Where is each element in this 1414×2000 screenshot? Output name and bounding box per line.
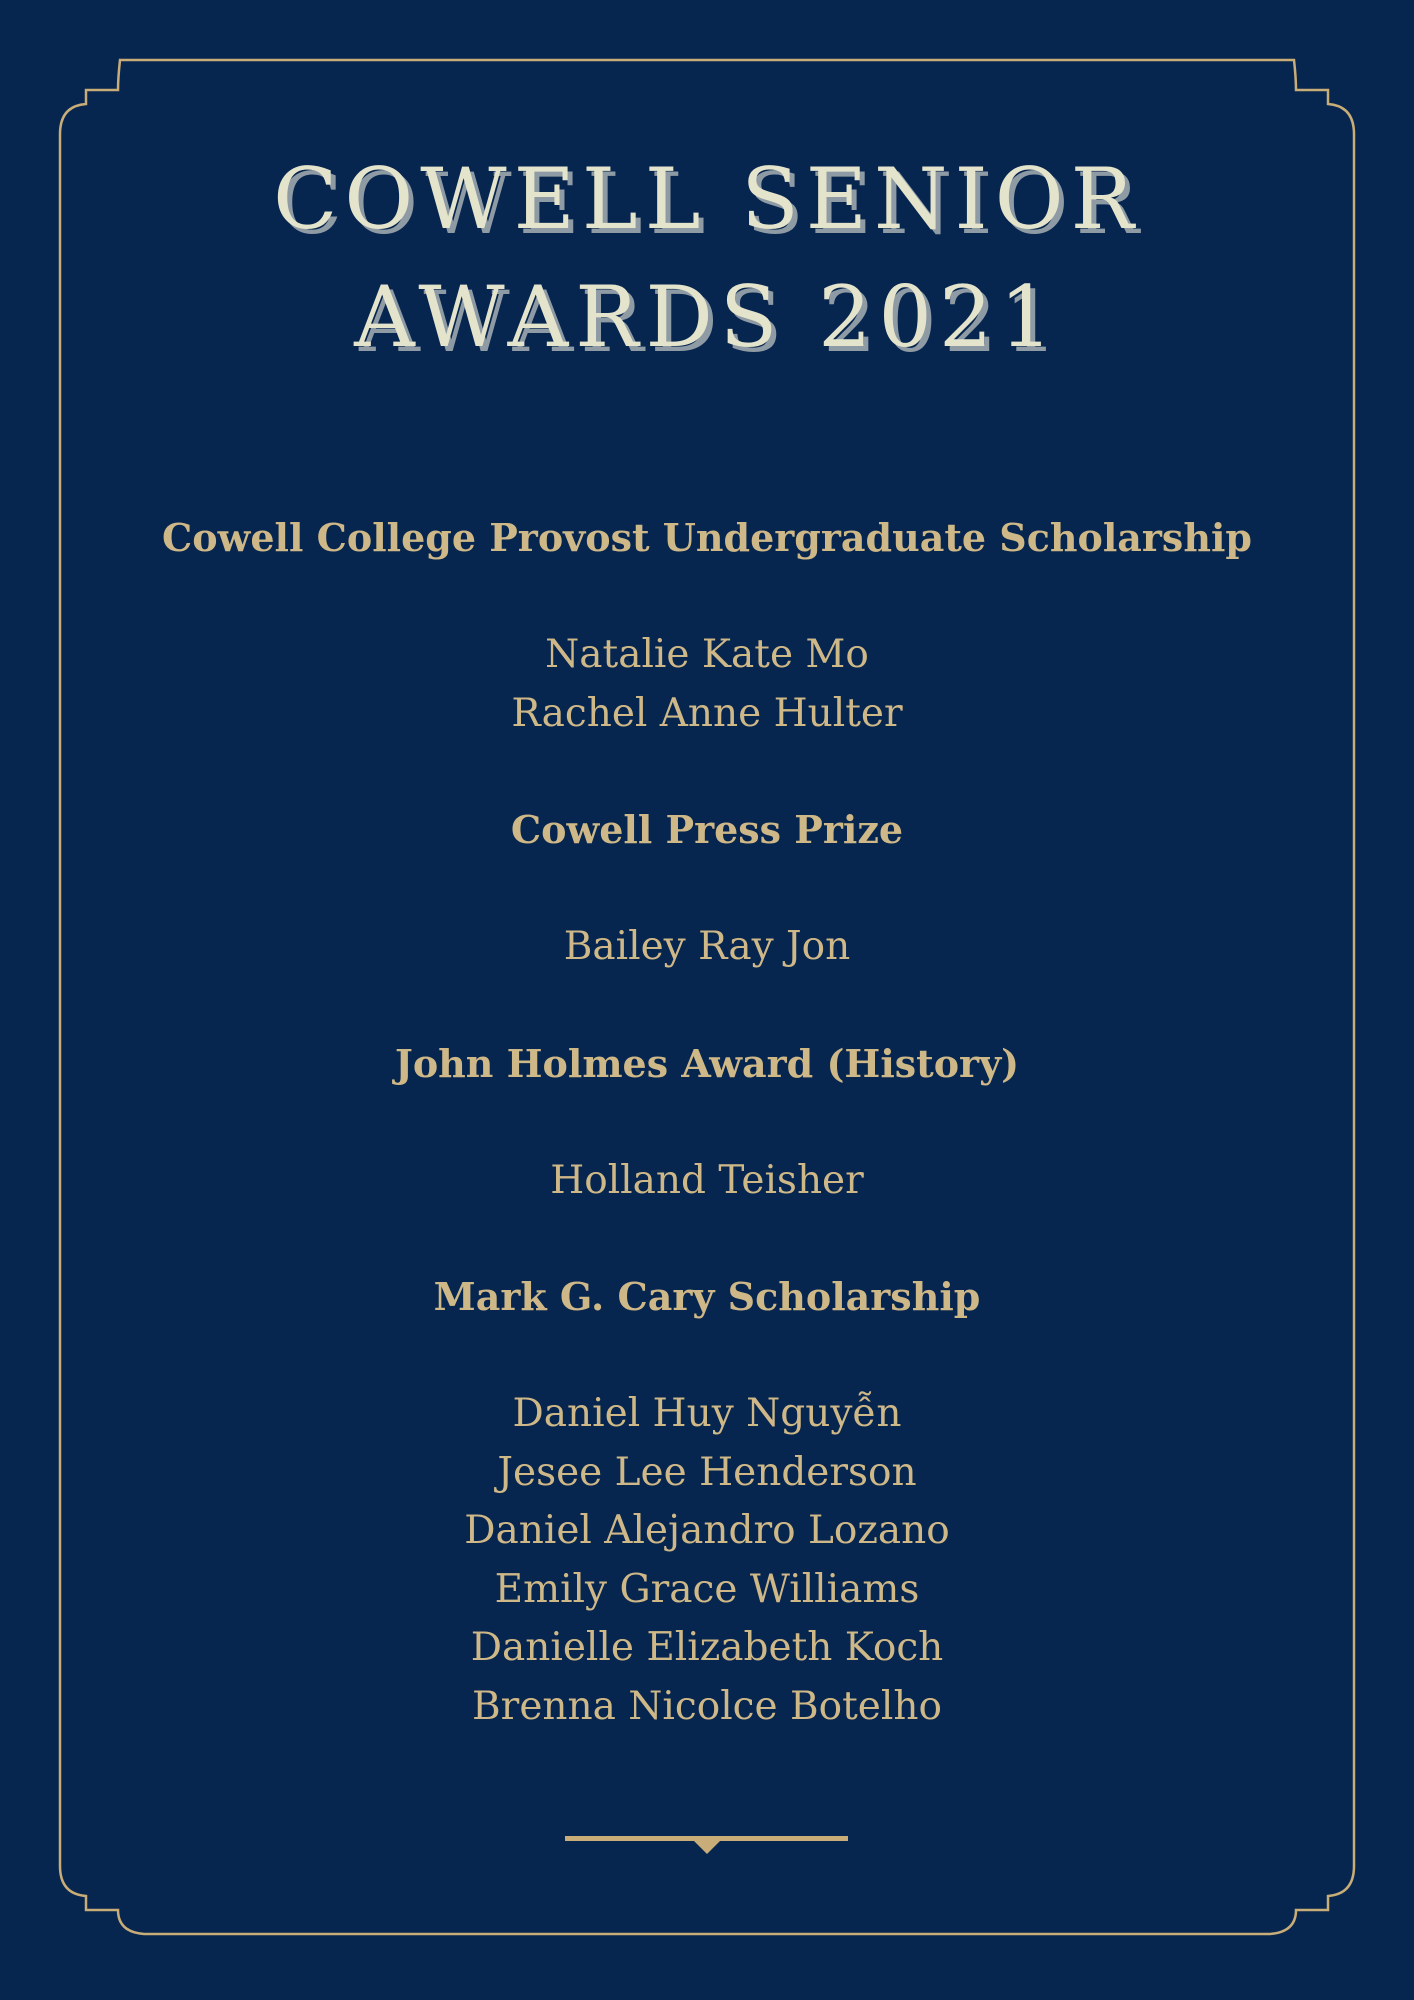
- recipient-name: Bailey Ray Jon: [563, 924, 851, 969]
- recipient-name: Danielle Elizabeth Koch: [470, 1625, 944, 1670]
- award-title: John Holmes Award (History): [394, 1040, 1020, 1086]
- award-title: Mark G. Cary Scholarship: [433, 1274, 981, 1319]
- recipient-name: Daniel Huy Nguyễn: [512, 1391, 902, 1436]
- award-title: Cowell College Provost Undergraduate Scholarship: [162, 515, 1252, 560]
- title-line-2: AWARDS 2021: [354, 268, 1060, 366]
- recipient-name: Brenna Nicolce Botelho: [472, 1683, 942, 1729]
- recipient-name: Jesee Lee Henderson: [497, 1449, 917, 1495]
- recipient-name: Rachel Anne Hulter: [511, 690, 903, 736]
- recipient-name: Natalie Kate Mo: [545, 632, 869, 677]
- recipient-name: Daniel Alejandro Lozano: [464, 1508, 950, 1553]
- award-title: Cowell Press Prize: [510, 807, 904, 852]
- recipient-name: Emily Grace Williams: [494, 1566, 920, 1612]
- title-line-1: COWELL SENIOR: [273, 150, 1141, 248]
- recipient-name: Holland Teisher: [550, 1157, 864, 1203]
